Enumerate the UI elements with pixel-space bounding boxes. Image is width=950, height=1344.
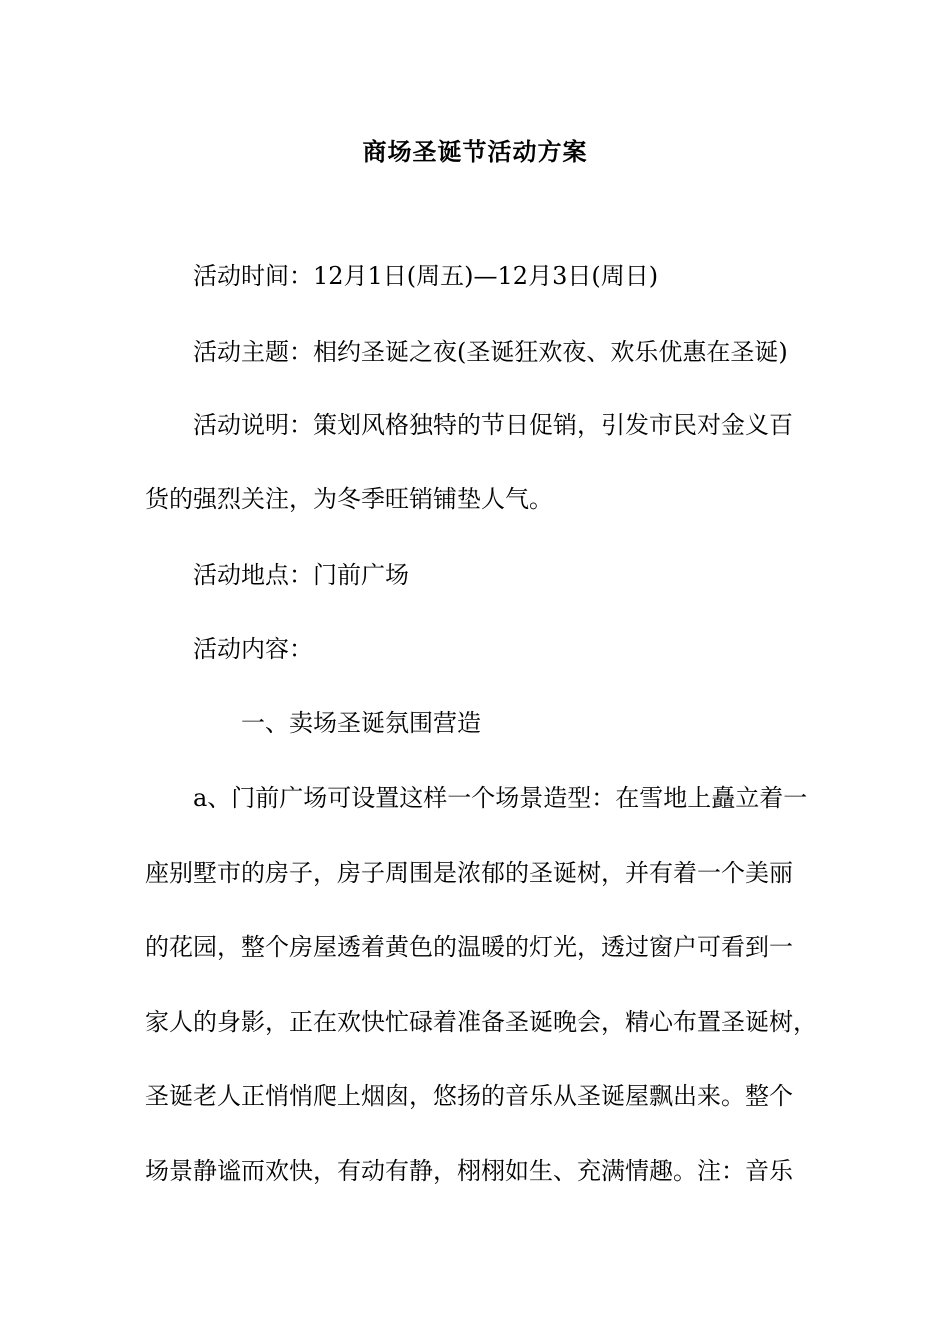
paragraph-a-line-3: 的花园，整个房屋透着黄色的温暖的灯光，透过窗户可看到一: [145, 933, 793, 961]
paragraph-a-line-5: 圣诞老人正悄悄爬上烟囱，悠扬的音乐从圣诞屋飘出来。整个: [145, 1082, 793, 1110]
activity-theme-line: 活动主题：相约圣诞之夜(圣诞狂欢夜、欢乐优惠在圣诞): [193, 338, 788, 366]
activity-content-heading: 活动内容：: [193, 635, 313, 663]
activity-description-line-1: 活动说明：策划风格独特的节日促销，引发市民对金义百: [193, 411, 793, 439]
activity-description-line-2: 货的强烈关注，为冬季旺销铺垫人气。: [145, 485, 553, 513]
paragraph-a-line-4: 家人的身影，正在欢快忙碌着准备圣诞晚会，精心布置圣诞树，: [145, 1008, 817, 1036]
paragraph-a-line-1: a、门前广场可设置这样一个场景造型：在雪地上矗立着一: [193, 784, 808, 812]
section-one-heading: 一、卖场圣诞氛围营造: [241, 709, 481, 737]
activity-location-line: 活动地点：门前广场: [193, 561, 409, 589]
document-title: 商场圣诞节活动方案: [362, 137, 588, 166]
paragraph-a-line-2: 座别墅市的房子，房子周围是浓郁的圣诞树，并有着一个美丽: [145, 859, 793, 887]
paragraph-a-line-6: 场景静谧而欢快，有动有静，栩栩如生、充满情趣。注：音乐: [145, 1157, 793, 1185]
activity-time-line: 活动时间：12月1日(周五)—12月3日(周日): [193, 262, 659, 290]
